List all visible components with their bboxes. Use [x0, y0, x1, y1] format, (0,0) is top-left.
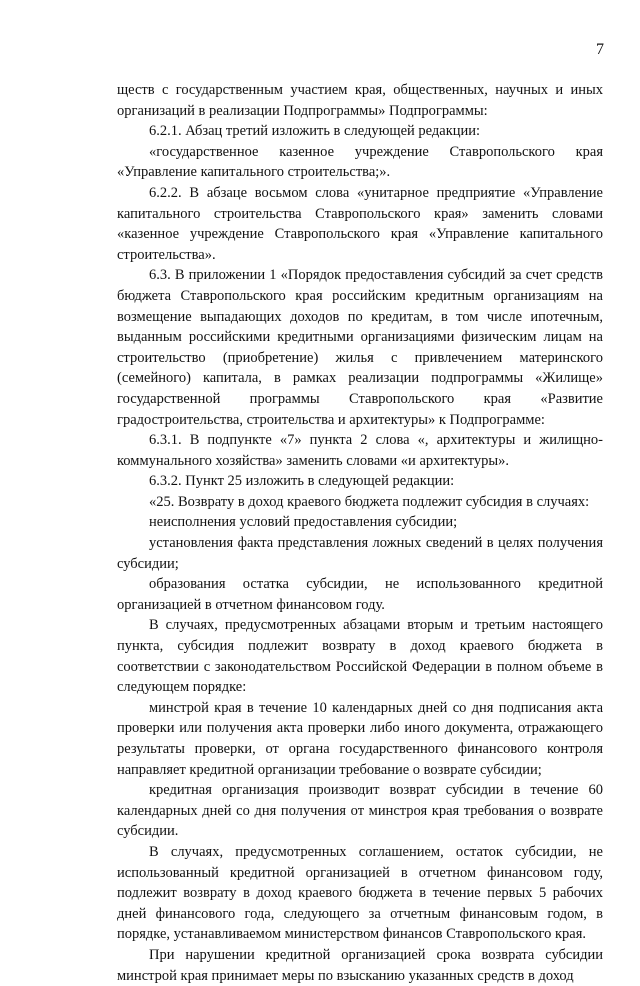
paragraph: минстрой края в течение 10 календарных дней со дня подписания акта проверки или получения акта проверки либо иного документа, отражающего результаты проверки, от органа государственного финансового контроля направляет кредитной организации требование о возврате субсидии;	[117, 699, 603, 778]
paragraph: При нарушении кредитной организацией срока возврата субсидии минстрой края принимает меры по взысканию указанных средств в доход	[117, 946, 603, 984]
paragraph: неисполнения условий предоставления субсидии;	[149, 514, 458, 531]
paragraph: 6.2.2. В абзаце восьмом слова «унитарное предприятие «Управление капитального строительства Ставропольского края» заменить словами «казенное учреждение Ставропольского края «Управление капитального строительства».	[117, 184, 603, 263]
paragraph: 6.3.1. В подпункте «7» пункта 2 слова «, архитектуры и жилищно-коммунального хозяйства» заменить словами «и архитектуры».	[117, 432, 603, 469]
paragraph: 6.3. В приложении 1 «Порядок предоставления субсидий за счет средств бюджета Ставропольского края российским кредитным организациям на возмещение выпадающих доходов по кредитам, в том числе ипотечным, выданным российскими кредитными организациями физическим лицам на строительство (приобретение) жилья с привлечением материнского (семейного) капитала, в рамках реализации подпрограммы «Жилище» государственной программы Ставропольского края «Развитие градостроительства, строительства и архитектуры» к Подпрограмме:	[117, 267, 603, 428]
document-body	[117, 80, 603, 986]
paragraph: кредитная организация производит возврат субсидии в течение 60 календарных дней со дня получения от минстроя края требования о возврате субсидии.	[117, 782, 603, 840]
paragraph: образования остатка субсидии, не использованного кредитной организацией в отчетном финансовом году.	[117, 576, 603, 613]
paragraph: 6.2.1. Абзац третий изложить в следующей редакции:	[149, 123, 481, 140]
paragraph: 6.3.2. Пункт 25 изложить в следующей редакции:	[149, 473, 455, 490]
paragraph: «государственное казенное учреждение Ставропольского края «Управление капитального строительства;».	[117, 143, 603, 181]
paragraph: ществ с государственным участием края, общественных, научных и иных организаций в реализации Подпрограммы» Подпрограммы:	[117, 82, 603, 119]
paragraph: В случаях, предусмотренных соглашением, остаток субсидии, не использованный кредитной организацией в отчетном финансовом году, подлежит возврату в доход краевого бюджета в течение первых 5 рабочих дней финансового года, следующего за отчетным финансовым годом, в порядке, устанавливаемом министерством финансов Ставропольского края.	[117, 843, 603, 943]
paragraph: «25. Возврату в доход краевого бюджета подлежит субсидия в случаях:	[149, 493, 590, 510]
page-number: 7	[596, 41, 604, 58]
paragraph: В случаях, предусмотренных абзацами вторым и третьим настоящего пункта, субсидия подлежит возврату в доход краевого бюджета в соответствии с законодательством Российской Федерации в полном объеме в следующем порядке:	[117, 617, 603, 696]
paragraph: установления факта представления ложных сведений в целях получения субсидии;	[117, 535, 603, 572]
